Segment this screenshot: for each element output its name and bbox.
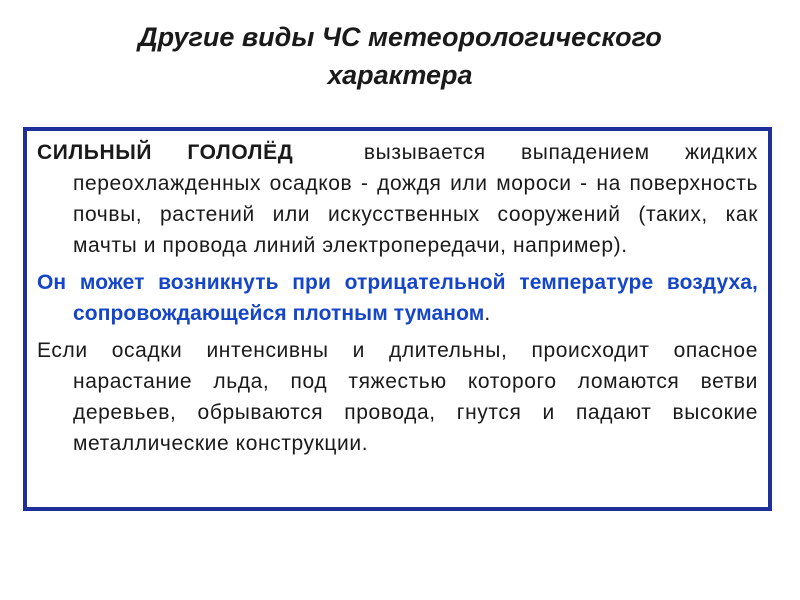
slide-title-line-2: характера [327,60,473,90]
paragraph-consequences-text: Если осадки интенсивны и длительны, происходит опасное нарастание льда, под тяжестью которого ломаются ветви деревьев, обрываются провода, гнутся и падают высокие металлические конструкции. [37,339,758,455]
paragraph-conditions [37,267,758,329]
paragraph-ice-text: вызывается выпадением жидких переохлажденных осадков - дождя или мороси - на поверхность почвы, растений или искусственных сооружений (таких, как мачты и провода линий электропередачи, например). [73,141,759,257]
paragraph-consequences [37,335,758,459]
highlight-conditions-period: . [484,302,491,325]
paragraph-ice [37,137,758,261]
highlight-conditions-text: Он может возникнуть при отрицательной температуре воздуха, сопровождающейся плотным туманом [37,271,758,325]
content-box [23,127,772,511]
term-heavy-ice: СИЛЬНЫЙ ГОЛОЛЁД [37,141,294,164]
slide-title [20,18,780,94]
slide-title-line-1: Другие виды ЧС метеорологического [138,22,662,52]
